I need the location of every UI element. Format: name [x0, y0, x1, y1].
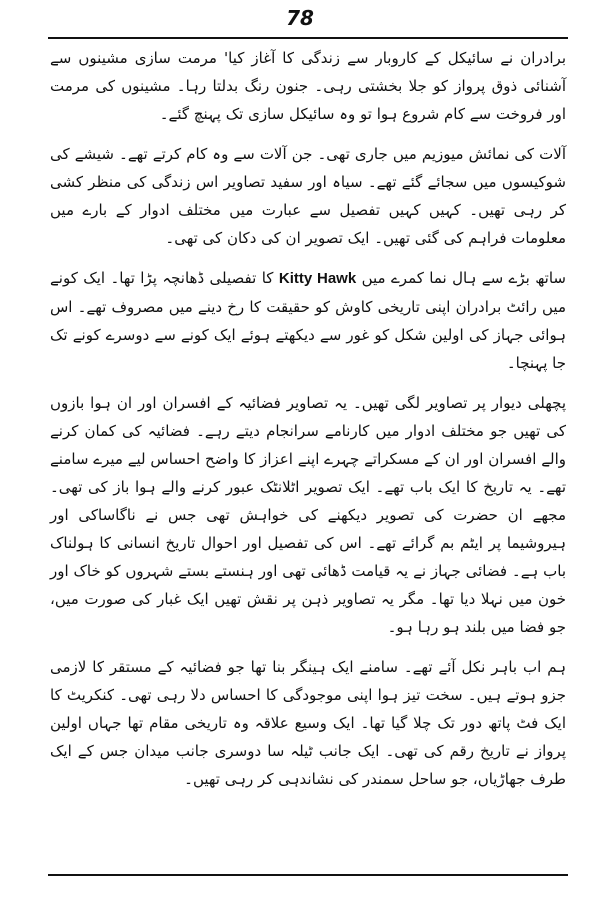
page-body	[50, 44, 566, 805]
paragraph-5-text: ہم اب باہر نکل آئے تھے۔ سامنے ایک ہینگر بنا تھا جو فضائیہ کے مستقر کا لازمی جزو ہوتے ہیں۔ سخت تیز ہوا اپنی موجودگی کا احساس دلا رہی تھی۔ کنکریٹ کا ایک فٹ پاتھ دور تک چلا گیا تھا۔ ایک وسیع علاقہ وہ تاریخی مقام تھا جہاں اولین پرواز نے تاریخ رقم کی تھی۔ ایک جانب ٹیلہ سا دوسری جانب میدان جس کے ایک طرف جھاڑیاں، جو ساحل سمندر کی نشاندہی کر رہی تھیں۔	[50, 658, 566, 788]
paragraph-2-text: آلات کی نمائش میوزیم میں جاری تھی۔ جن آلات سے وہ کام کرتے تھے۔ شیشے کی شوکیسوں میں سجائے گئے تھے۔ سیاہ اور سفید تصاویر اس زندگی کی منظر کشی کر رہی تھیں۔ کہیں کہیں تفصیل سے عبارت میں مختلف ادوار کے بارے میں معلومات فراہم کی گئی تھیں۔ ایک تصویر ان کی دکان کی تھی۔	[50, 145, 566, 247]
paragraph-1	[50, 44, 566, 128]
kitty-hawk-label: Kitty Hawk	[278, 270, 357, 287]
paragraph-3-text-before: ساتھ بڑے سے ہال نما کمرے میں	[361, 269, 566, 287]
paragraph-4-text: پچھلی دیوار پر تصاویر لگی تھیں۔ یہ تصاویر فضائیہ کے افسران اور ان ہوا بازوں کی تھیں جو مختلف ادوار میں کارنامے سرانجام دیتے رہے۔ فضائیہ کی کمان کرنے والے افسران اور ان کے مسکراتے چہرے اپنے اعزاز کا واضح احساس لیے میرے سامنے تھے۔ یہ تاریخ کا ایک باب تھے۔ ایک تصویر اٹلانٹک عبور کرنے والے ہوا باز کی تھی۔ مجھے ان حضرت کی تصویر دیکھنے کی خواہش تھی جس نے ناگاساکی اور ہیروشیما پر ایٹم بم گرائے تھے۔ اس کی تفصیل اور احوال تاریخ انسانی کا ہولناک باب ہے۔ فضائی جہاز نے یہ قیامت ڈھائی تھی اور ہنستے بستے شہروں کو خاک اور خون میں نہلا دیا تھا۔ مگر یہ تصاویر ذہن پر نقش تھیں ایک غبار کی صورت میں، جو فضا میں بلند ہو رہا ہو۔	[50, 394, 566, 636]
paragraph-3	[50, 264, 566, 377]
paragraph-1-text: برادران نے سائیکل کے کاروبار سے زندگی کا آغاز کیا' مرمت سازی مشینوں سے آشنائی ذوق پرواز کو جلا بخشتی رہی۔ جنون رنگ بدلتا رہا۔ مشینوں کی مرمت اور فروخت سے کام شروع ہوا تو وہ سائیکل سازی تک پہنچ گئے۔	[50, 49, 566, 123]
paragraph-5	[50, 653, 566, 793]
footer-rule	[48, 874, 568, 876]
paragraph-3-text-after: کا تفصیلی ڈھانچہ پڑا تھا۔ ایک کونے میں رائٹ برادران اپنی تاریخی کاوش کو حقیقت کا رخ دینے میں مصروف تھے۔ اس ہوائی جہاز کی اولین شکل کو غور سے دیکھتے ہوئے ایک کونے سے دوسرے کونے تک جا پہنچا۔	[50, 269, 566, 372]
paragraph-2	[50, 140, 566, 252]
header-rule	[48, 37, 568, 39]
paragraph-4	[50, 389, 566, 641]
page-number: 78	[286, 6, 314, 30]
